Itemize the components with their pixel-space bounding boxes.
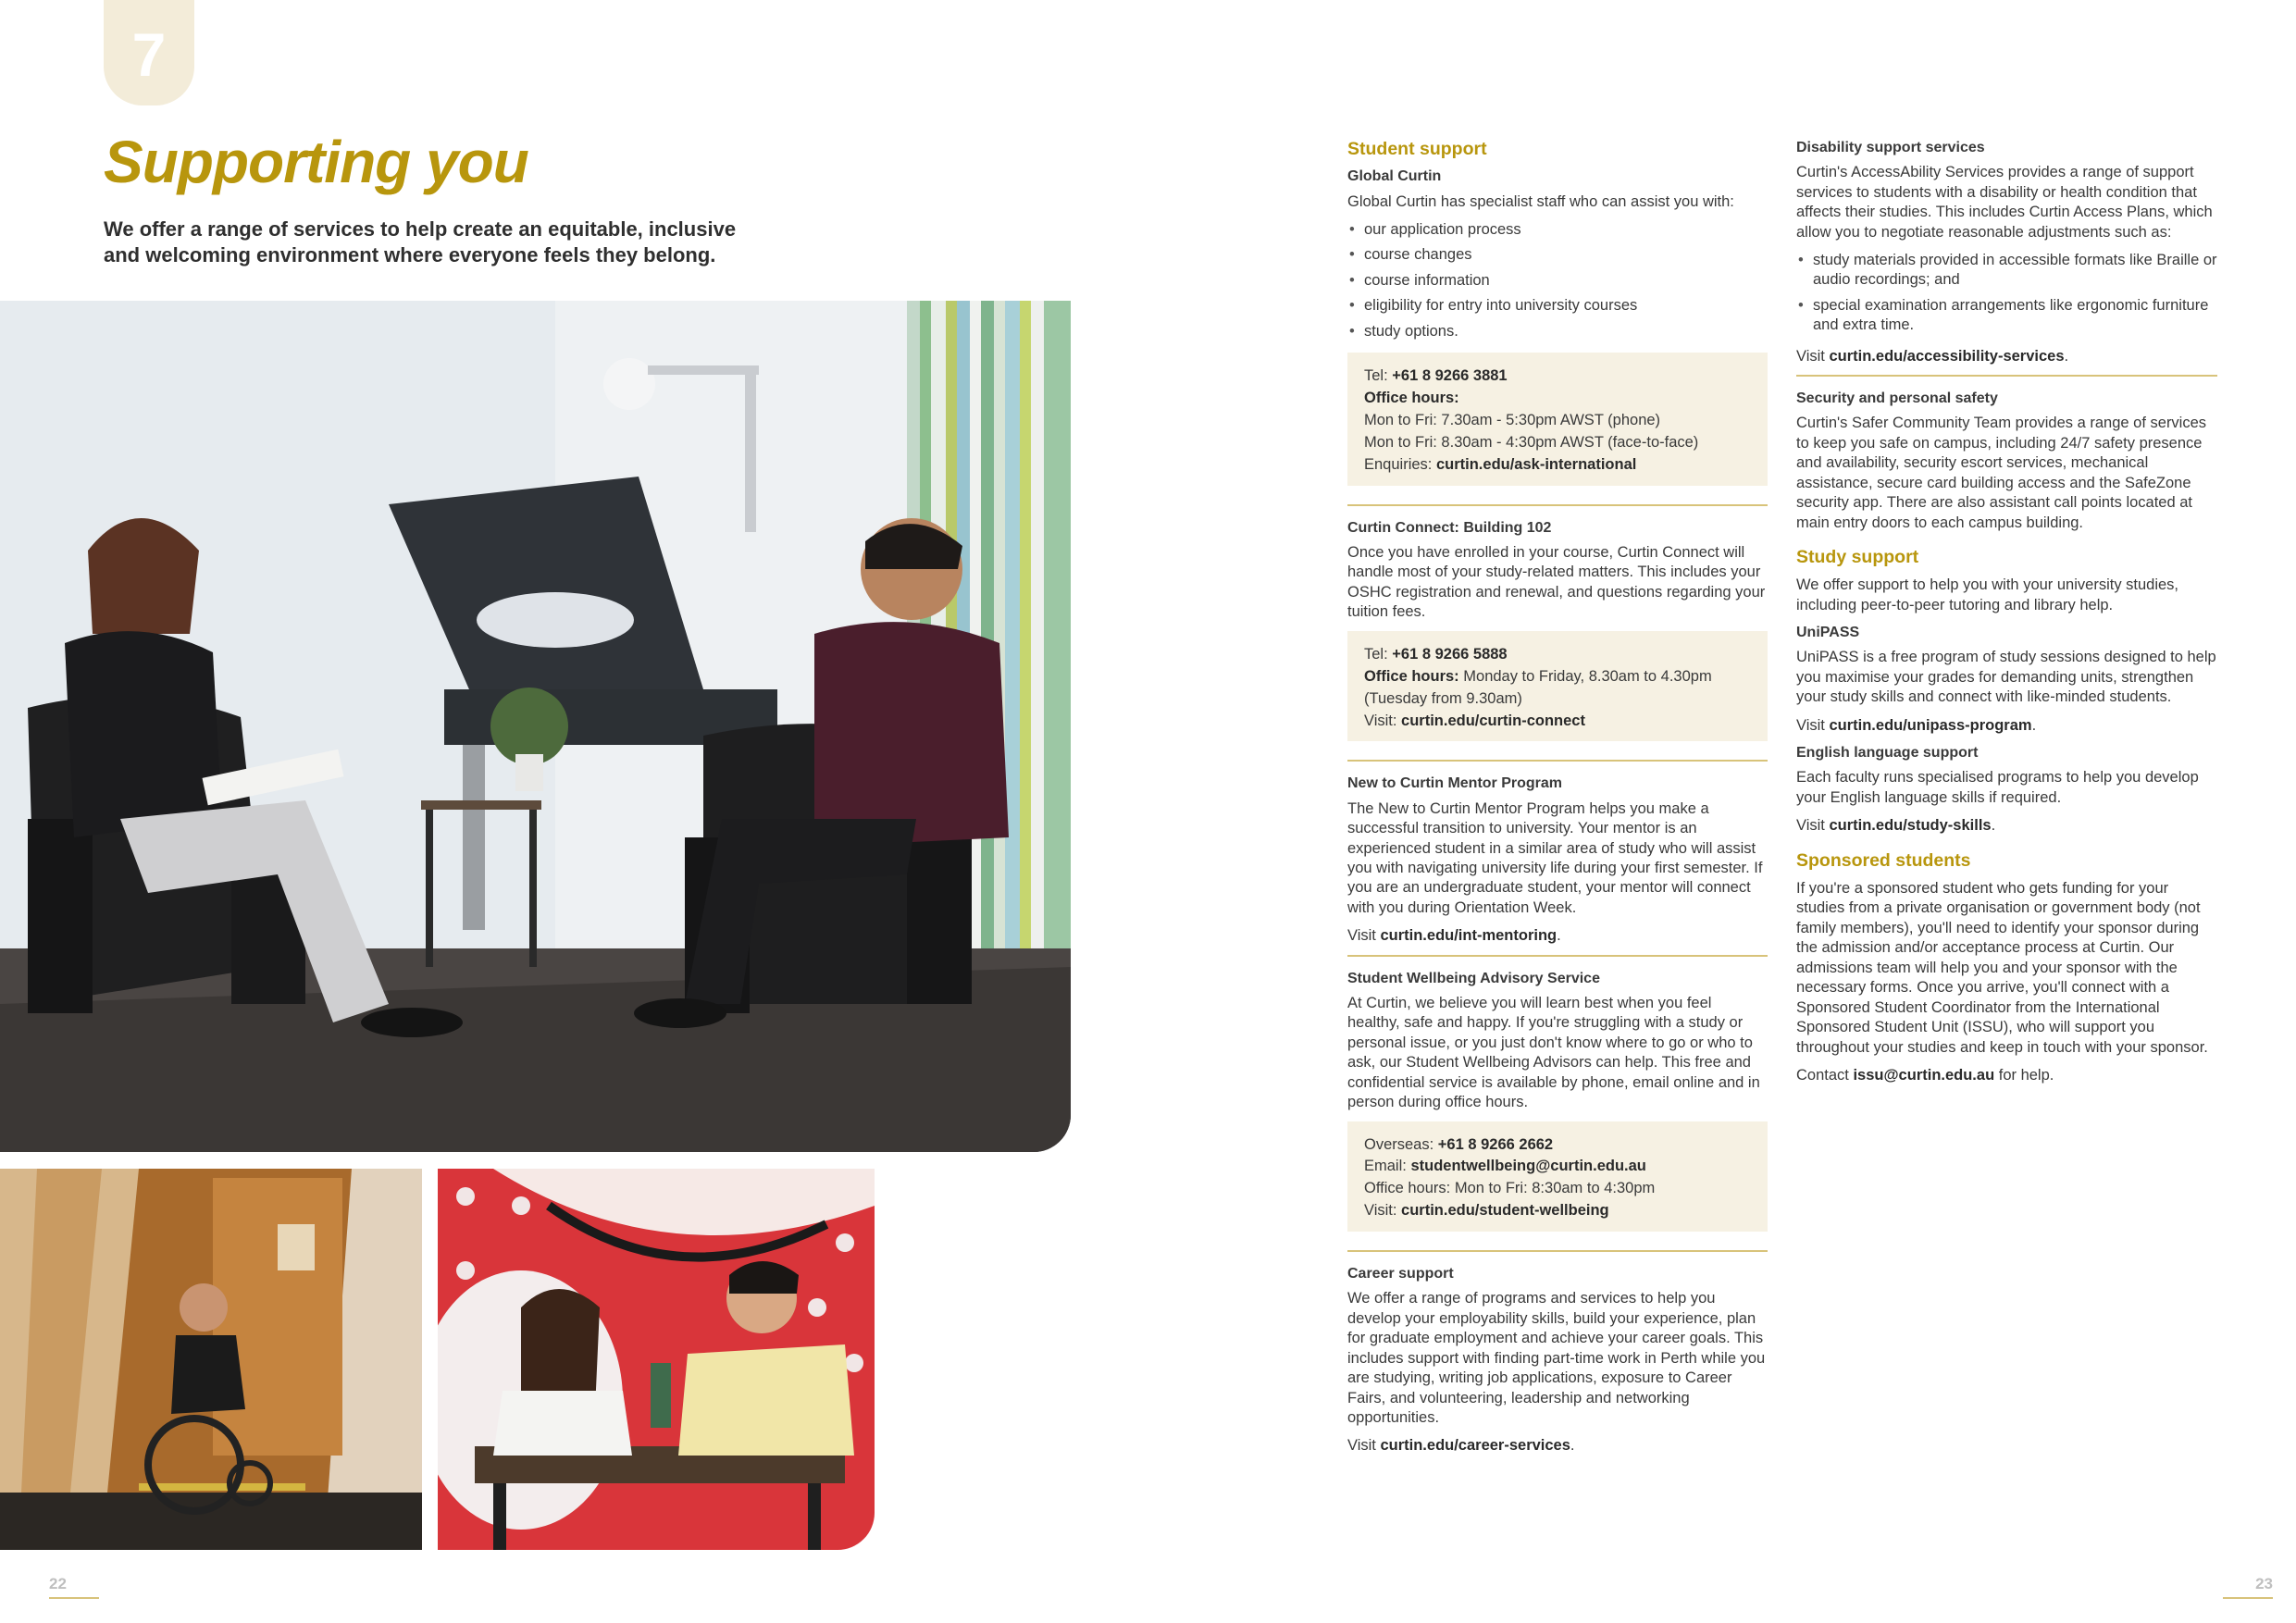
photo-wheelchair-user — [0, 1169, 422, 1550]
heading-curtin-connect: Curtin Connect: Building 102 — [1347, 519, 1552, 536]
photo-counselling-room — [0, 301, 1071, 1152]
visit-label: Visit — [1796, 817, 1830, 835]
global-curtin-list — [1347, 220, 1768, 341]
career-text: We offer a range of programs and services to help you develop your employability skills, build your experience, plan for graduate employment and achieve your career goals. This includes support with finding part-time work in Perth while you are studying, writing job applications, exposure to Career Fairs, and volunteering, leadership and networking opportunities. — [1347, 1290, 1766, 1426]
visit-label: Visit — [1347, 927, 1381, 945]
contact-label: Contact — [1796, 1066, 1854, 1084]
disability-list — [1796, 251, 2217, 336]
heading-security: Security and personal safety — [1796, 390, 1998, 407]
heading-disability: Disability support services — [1796, 140, 1985, 155]
study-skills-link[interactable]: curtin.edu/study-skills — [1829, 817, 1992, 835]
english-text: Each faculty runs specialised programs to help you develop your English language skills if required. — [1796, 769, 2199, 806]
chapter-tab — [104, 0, 194, 105]
wellbeing-text: At Curtin, we believe you will learn best when you feel healthy, safe and happy. If you're struggling with a study or personal issue, or you just don't know where to go or who to ask, our Student Wellbeing Advisors can help. This free and confidential service is available by phone, email online and in person during office hours. — [1347, 994, 1760, 1111]
sponsored-text: If you're a sponsored student who gets funding for your studies from a private organisation or government body (not family members), you'll need to identify your sponsor during the admission and/or acceptance process at Curtin. Our admissions team will help you and your sponsor with the necessary forms. Once you arrive, you'll connect with a Sponsored Student Coordinator from the International Sponsored Student Unit (ISSU), who will support you throughout your studies and keep in touch with your sponsor. — [1796, 880, 2208, 1056]
list-item: • special examination arrangements like ergonomic furniture and extra time. — [1796, 296, 2217, 336]
divider — [1347, 504, 1768, 506]
list-item: • study options. — [1347, 322, 1768, 341]
email-label: Email: — [1364, 1158, 1411, 1175]
mentor-link[interactable]: curtin.edu/int-mentoring — [1380, 927, 1558, 945]
enquiries-link[interactable]: curtin.edu/ask-international — [1435, 455, 1637, 473]
divider — [1347, 760, 1768, 762]
global-curtin-text: Global Curtin has specialist staff who can assist you with: — [1347, 192, 1734, 210]
column-more-support: Disability support services Curtin's AccessAbility Services provides a range of support services to students with a disability or health condition that affects their studies. This includes Curtin Access Plans, which allow you to negotiate reasonable adjustments such as: • study materials provided in accessible formats like Braille or audio recordings; and • special examination arrangements like ergonomic furniture and extra time. Visit curtin.edu/accessibility-services. Security and personal safety Curtin's Safer Community Team provides a range of services to keep you safe on campus, including 24/7 safety presence and availability, security escort services, mechanical assistance, secure card building access and the SafeZone security app. There are also assistant call points located at main entry doors to each campus building. Study support We offer support to help you with your university studies, including peer-to-peer tutoring and library help. UniPASS UniPASS is a free program of study sessions designed to help you maximise your grades for demanding units, strengthen your study skills and connect with like-minded students. Visit curtin.edu/unipass-program. English language support Each faculty runs specialised programs to help you develop your English language skills if required. Visit curtin.edu/study-skills. Sponsored students If you're a sponsored student who gets funding for your studies from a private organisation or government body (not family members), you'll need to identify your sponsor during the admission and/or acceptance process at Curtin. Our admissions team will help you and your sponsor with the necessary forms. Once you arrive, you'll connect with a Sponsored Student Coordinator from the International Sponsored Student Unit (ISSU), who will support you throughout your studies and keep in touch with your sponsor. Contact issu@curtin.edu.au for help. — [1796, 139, 2217, 1094]
unipass-link[interactable]: curtin.edu/unipass-program — [1829, 716, 2032, 734]
tel-number[interactable]: +61 8 9266 3881 — [1392, 367, 1508, 385]
curtin-connect-link[interactable]: curtin.edu/curtin-connect — [1401, 712, 1585, 729]
visit-label: Visit: — [1364, 712, 1402, 729]
curtin-connect-contact-box — [1347, 631, 1768, 742]
heading-mentor-program: New to Curtin Mentor Program — [1347, 775, 1563, 792]
heading-career-support: Career support — [1347, 1266, 1454, 1282]
wellbeing-email-link[interactable]: studentwellbeing@curtin.edu.au — [1410, 1158, 1646, 1175]
divider — [1347, 955, 1768, 957]
divider — [1796, 375, 2217, 377]
page-number-left-text: 22 — [49, 1575, 67, 1592]
chapter-number: 7 — [131, 20, 167, 89]
visit-label: Visit — [1796, 347, 1830, 365]
heading-unipass: UniPASS — [1796, 625, 1860, 641]
page-number-rule — [2223, 1597, 2273, 1599]
study-support-text: We offer support to help you with your university studies, including peer-to-peer tutoring and library help. — [1796, 576, 2179, 613]
intro-text: We offer a range of services to help create an equitable, inclusive and welcoming environment where everyone feels they belong. — [104, 217, 737, 267]
mentor-text: The New to Curtin Mentor Program helps you make a successful transition to university. Your mentor is an experienced student in a similar area of study who will assist you with navigating university life during your first semester. If you are an undergraduate student, your mentor will connect with you during Orientation Week. — [1347, 799, 1763, 916]
list-item: • course changes — [1347, 245, 1768, 265]
wellbeing-link[interactable]: curtin.edu/student-wellbeing — [1401, 1202, 1609, 1220]
office-hours-f2f: Mon to Fri: 8.30am - 4:30pm AWST (face-to-face) — [1364, 433, 1699, 451]
list-item: • our application process — [1347, 220, 1768, 240]
visit-label: Visit — [1796, 716, 1830, 734]
page-title: Supporting you — [104, 129, 528, 195]
heading-sponsored-students: Sponsored students — [1796, 849, 1971, 871]
heading-wellbeing: Student Wellbeing Advisory Service — [1347, 970, 1600, 986]
visit-label: Visit — [1347, 1437, 1381, 1455]
page-number-rule — [49, 1597, 99, 1599]
office-hours: Monday to Friday, 8.30am to 4.30pm (Tuesday from 9.30am) — [1364, 667, 1712, 707]
overseas-number[interactable]: +61 8 9266 2662 — [1437, 1135, 1554, 1153]
enquiries-label: Enquiries: — [1364, 455, 1436, 473]
tel-label: Tel: — [1364, 645, 1393, 663]
visit-label: Visit: — [1364, 1202, 1402, 1220]
tel-number[interactable]: +61 8 9266 5888 — [1392, 645, 1508, 663]
security-text: Curtin's Safer Community Team provides a range of services to keep you safe on campus, including 24/7 safety presence and availability, security escort services, mechanical assistance, secure card building access and the SafeZone security app. There are also assistant call points located at main entry doors to each campus building. — [1796, 415, 2207, 531]
contact-suffix: for help. — [1994, 1066, 2054, 1084]
heading-student-support: Student support — [1347, 139, 1487, 159]
list-item: • study materials provided in accessible formats like Braille or audio recordings; and — [1796, 251, 2217, 291]
wellbeing-contact-box — [1347, 1121, 1768, 1233]
photo-students-mural — [438, 1169, 875, 1550]
heading-english-support: English language support — [1796, 745, 1979, 762]
office-hours-phone: Mon to Fri: 7.30am - 5:30pm AWST (phone) — [1364, 412, 1661, 429]
list-item: • course information — [1347, 271, 1768, 291]
list-item: • eligibility for entry into university courses — [1347, 296, 1768, 316]
office-hours-label: Office hours: — [1364, 667, 1459, 685]
overseas-label: Overseas: — [1364, 1135, 1438, 1153]
page-number-right-text: 23 — [2255, 1575, 2273, 1592]
global-curtin-contact-box — [1347, 353, 1768, 486]
career-link[interactable]: curtin.edu/career-services — [1380, 1437, 1570, 1455]
accessibility-link[interactable]: curtin.edu/accessibility-services — [1829, 347, 2065, 365]
issu-email-link[interactable]: issu@curtin.edu.au — [1853, 1066, 1995, 1084]
office-hours-label: Office hours: — [1364, 390, 1459, 407]
unipass-text: UniPASS is a free program of study sessions designed to help you maximise your grades for demanding units, strengthen your study skills and connect with like-minded students. — [1796, 649, 2216, 706]
heading-study-support: Study support — [1796, 546, 1919, 567]
office-hours: Office hours: Mon to Fri: 8:30am to 4:30pm — [1364, 1180, 1656, 1197]
divider — [1347, 1250, 1768, 1252]
column-student-support: Student support Global Curtin Global Curtin has specialist staff who can assist you with: • our application process • course changes • course information • eligibility for entry into university courses • study options. Tel: +61 8 9266 3881 Office hours: Mon to Fri: 7.30am - 5:30pm AWST (phone) Mon to Fri: 8.30am - 4:30pm AWST (face-to-face) Enquiries: curtin.edu/ask-international Curtin Connect: Building 102 Once you have enrolled in your course, Curtin Connect will handle most of your study-related matters. This includes your OSHC registration and renewal, and questions regarding your tuition fees. Tel: +61 8 9266 5888 Office hours: Monday to Friday, 8.30am to 4.30pm (Tuesday from 9.30am) Visit: curtin.edu/curtin-connect New to Curtin Mentor Program The New to Curtin Mentor Program helps you make a successful transition to university. Your mentor is an experienced student in a similar area of study who will assist you with navigating university life during your first semester. If you are an undergraduate student, your mentor will connect with you during Orientation Week. Visit curtin.edu/int-mentoring. Student Wellbeing Advisory Service At Curtin, we believe you will learn best when you feel healthy, safe and happy. If you're struggling with a study or personal issue, or you just don't know where to go or who to ask, our Student Wellbeing Advisors can help. This free and confidential service is available by phone, email online and in person during office hours. Overseas: +61 8 9266 2662 Email: studentwellbeing@curtin.edu.au Office hours: Mon to Fri: 8:30am to 4:30pm Visit: curtin.edu/student-wellbeing Career support We offer a range of programs and services to help you develop your employability skills, build your experience, plan for graduate employment and achieve your career goals. This includes support with finding part-time work in Perth while you are studying, writing job applications, exposure to Career Fairs, and volunteering, leadership and networking opportunities. Visit curtin.edu/career-services. — [1347, 139, 1768, 1465]
page-number-right — [2223, 1575, 2273, 1599]
curtin-connect-text: Once you have enrolled in your course, Curtin Connect will handle most of your study-related matters. This includes your OSHC registration and renewal, and questions regarding your tuition fees. — [1347, 544, 1766, 621]
tel-label: Tel: — [1364, 367, 1393, 385]
disability-text: Curtin's AccessAbility Services provides a range of support services to students with a disability or health condition that affects their studies. This includes Curtin Access Plans, which allow you to negotiate reasonable adjustments such as: — [1796, 164, 2213, 241]
page-number-left — [49, 1575, 99, 1599]
heading-global-curtin: Global Curtin — [1347, 168, 1442, 185]
